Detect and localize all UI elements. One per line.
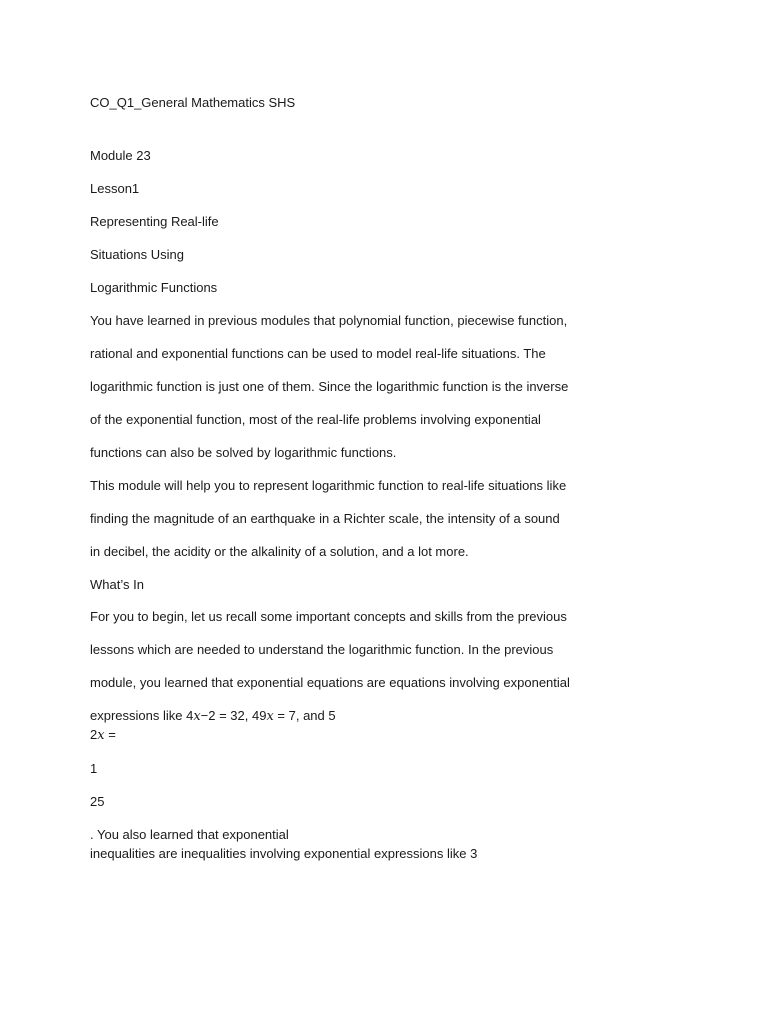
expressions-text-3: = 7, and 5	[273, 708, 336, 723]
variable-x: x	[266, 709, 274, 724]
module-help-line-3: in decibel, the acidity or the alkalinity of a solution, and a lot more.	[90, 544, 469, 559]
title-line-3: Logarithmic Functions	[90, 280, 218, 295]
title-line-1: Representing Real-life	[90, 214, 219, 229]
intro-line-2: rational and exponential functions can be used to model real-life situations. The	[90, 346, 546, 361]
fraction-denominator: 25	[90, 794, 105, 809]
intro-line-1: You have learned in previous modules that polynomial function, piecewise function,	[90, 313, 568, 328]
expressions-text-2: −2 = 32, 49	[200, 708, 267, 723]
equation-line	[90, 727, 116, 744]
expressions-text-1: expressions like 4	[90, 708, 194, 723]
module-number: Module 23	[90, 148, 151, 163]
title-line-2: Situations Using	[90, 247, 184, 262]
intro-line-4: of the exponential function, most of the real-life problems involving exponential	[90, 412, 541, 427]
intro-line-3: logarithmic function is just one of them. Since the logarithmic function is the inverse	[90, 379, 569, 394]
equation-tail: =	[104, 727, 116, 742]
equation-lead: 2	[90, 727, 98, 742]
whats-in-line-2: lessons which are needed to understand the logarithmic function. In the previous	[90, 642, 554, 657]
module-help-line-1: This module will help you to represent logarithmic function to real-life situations like	[90, 478, 567, 493]
variable-x: x	[97, 728, 105, 743]
whats-in-heading: What’s In	[90, 577, 144, 592]
module-help-line-2: finding the magnitude of an earthquake in a Richter scale, the intensity of a sound	[90, 511, 560, 526]
variable-x: x	[193, 709, 201, 724]
fraction-numerator: 1	[90, 761, 98, 776]
exponential-recall-line: . You also learned that exponential	[90, 827, 289, 842]
whats-in-line-1: For you to begin, let us recall some important concepts and skills from the previous	[90, 609, 567, 624]
inequalities-line: inequalities are inequalities involving exponential expressions like 3	[90, 846, 478, 861]
document-header: CO_Q1_General Mathematics SHS	[90, 95, 296, 110]
lesson-number: Lesson1	[90, 181, 140, 196]
expressions-line	[90, 708, 336, 725]
intro-line-5: functions can also be solved by logarithmic functions.	[90, 445, 397, 460]
whats-in-line-3: module, you learned that exponential equations are equations involving exponential	[90, 675, 570, 690]
